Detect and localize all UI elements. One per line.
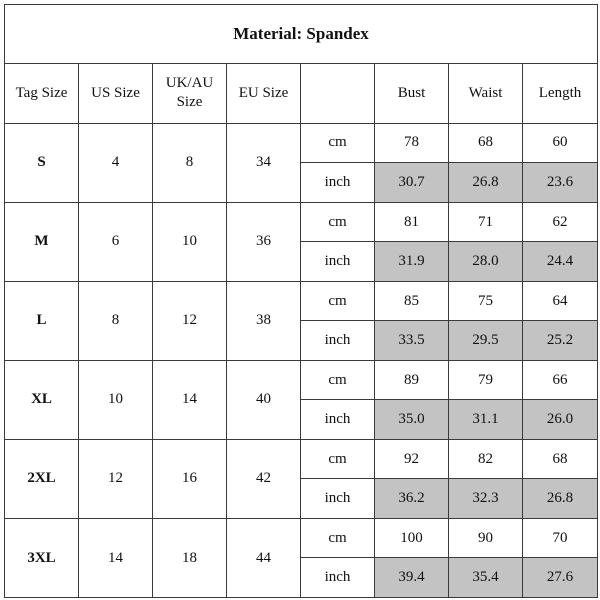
eu-size-cell: 34 — [227, 123, 301, 202]
tag-size-cell: L — [5, 281, 79, 360]
length-cm-cell: 68 — [523, 439, 598, 479]
length-cm-cell: 66 — [523, 360, 598, 400]
waist-cm-cell: 71 — [449, 202, 523, 242]
unit-cm-label: cm — [301, 360, 375, 400]
unit-cm-label: cm — [301, 123, 375, 163]
unit-cm-label: cm — [301, 518, 375, 558]
uk-au-size-cell: 8 — [153, 123, 227, 202]
us-size-cell: 10 — [79, 360, 153, 439]
bust-cm-cell: 81 — [375, 202, 449, 242]
tag-size-cell: M — [5, 202, 79, 281]
tag-size-cell: 3XL — [5, 518, 79, 597]
uk-au-size-cell: 16 — [153, 439, 227, 518]
waist-cm-cell: 82 — [449, 439, 523, 479]
header-waist: Waist — [449, 63, 523, 123]
header-tag-size: Tag Size — [5, 63, 79, 123]
header-uk-au-size — [153, 63, 227, 123]
tag-size-cell: XL — [5, 360, 79, 439]
eu-size-cell: 40 — [227, 360, 301, 439]
bust-inch-cell: 35.0 — [375, 400, 449, 440]
unit-cm-label: cm — [301, 202, 375, 242]
length-inch-cell: 26.8 — [523, 479, 598, 519]
us-size-cell: 12 — [79, 439, 153, 518]
us-size-cell: 4 — [79, 123, 153, 202]
eu-size-cell: 44 — [227, 518, 301, 597]
length-inch-cell: 25.2 — [523, 321, 598, 361]
bust-inch-cell: 30.7 — [375, 163, 449, 203]
us-size-cell: 8 — [79, 281, 153, 360]
unit-inch-label: inch — [301, 479, 375, 519]
length-cm-cell: 64 — [523, 281, 598, 321]
size-row-cm — [5, 281, 598, 321]
length-inch-cell: 24.4 — [523, 242, 598, 282]
uk-au-size-cell: 12 — [153, 281, 227, 360]
eu-size-cell: 42 — [227, 439, 301, 518]
unit-inch-label: inch — [301, 558, 375, 598]
bust-inch-cell: 36.2 — [375, 479, 449, 519]
length-cm-cell: 60 — [523, 123, 598, 163]
bust-cm-cell: 85 — [375, 281, 449, 321]
us-size-cell: 6 — [79, 202, 153, 281]
size-row-cm — [5, 202, 598, 242]
bust-cm-cell: 78 — [375, 123, 449, 163]
header-row — [5, 63, 598, 123]
size-row-cm — [5, 518, 598, 558]
header-bust: Bust — [375, 63, 449, 123]
waist-inch-cell: 31.1 — [449, 400, 523, 440]
waist-cm-cell: 90 — [449, 518, 523, 558]
uk-au-size-cell: 10 — [153, 202, 227, 281]
bust-cm-cell: 89 — [375, 360, 449, 400]
header-eu-size: EU Size — [227, 63, 301, 123]
size-chart-table — [4, 4, 598, 598]
uk-au-size-cell: 14 — [153, 360, 227, 439]
bust-inch-cell: 33.5 — [375, 321, 449, 361]
waist-cm-cell: 79 — [449, 360, 523, 400]
header-unit — [301, 63, 375, 123]
tag-size-cell: 2XL — [5, 439, 79, 518]
unit-inch-label: inch — [301, 242, 375, 282]
bust-cm-cell: 92 — [375, 439, 449, 479]
header-uk-au-size-text: UK/AU Size — [165, 75, 214, 111]
waist-cm-cell: 68 — [449, 123, 523, 163]
length-inch-cell: 23.6 — [523, 163, 598, 203]
unit-inch-label: inch — [301, 163, 375, 203]
chart-title: Material: Spandex — [5, 5, 598, 64]
bust-inch-cell: 39.4 — [375, 558, 449, 598]
waist-cm-cell: 75 — [449, 281, 523, 321]
size-row-cm — [5, 123, 598, 163]
length-cm-cell: 62 — [523, 202, 598, 242]
header-us-size: US Size — [79, 63, 153, 123]
eu-size-cell: 36 — [227, 202, 301, 281]
size-row-cm — [5, 360, 598, 400]
waist-inch-cell: 29.5 — [449, 321, 523, 361]
length-inch-cell: 26.0 — [523, 400, 598, 440]
tag-size-cell: S — [5, 123, 79, 202]
bust-inch-cell: 31.9 — [375, 242, 449, 282]
bust-cm-cell: 100 — [375, 518, 449, 558]
waist-inch-cell: 28.0 — [449, 242, 523, 282]
unit-cm-label: cm — [301, 281, 375, 321]
header-length: Length — [523, 63, 598, 123]
waist-inch-cell: 26.8 — [449, 163, 523, 203]
length-cm-cell: 70 — [523, 518, 598, 558]
waist-inch-cell: 35.4 — [449, 558, 523, 598]
unit-cm-label: cm — [301, 439, 375, 479]
eu-size-cell: 38 — [227, 281, 301, 360]
unit-inch-label: inch — [301, 321, 375, 361]
waist-inch-cell: 32.3 — [449, 479, 523, 519]
size-row-cm — [5, 439, 598, 479]
uk-au-size-cell: 18 — [153, 518, 227, 597]
length-inch-cell: 27.6 — [523, 558, 598, 598]
us-size-cell: 14 — [79, 518, 153, 597]
unit-inch-label: inch — [301, 400, 375, 440]
